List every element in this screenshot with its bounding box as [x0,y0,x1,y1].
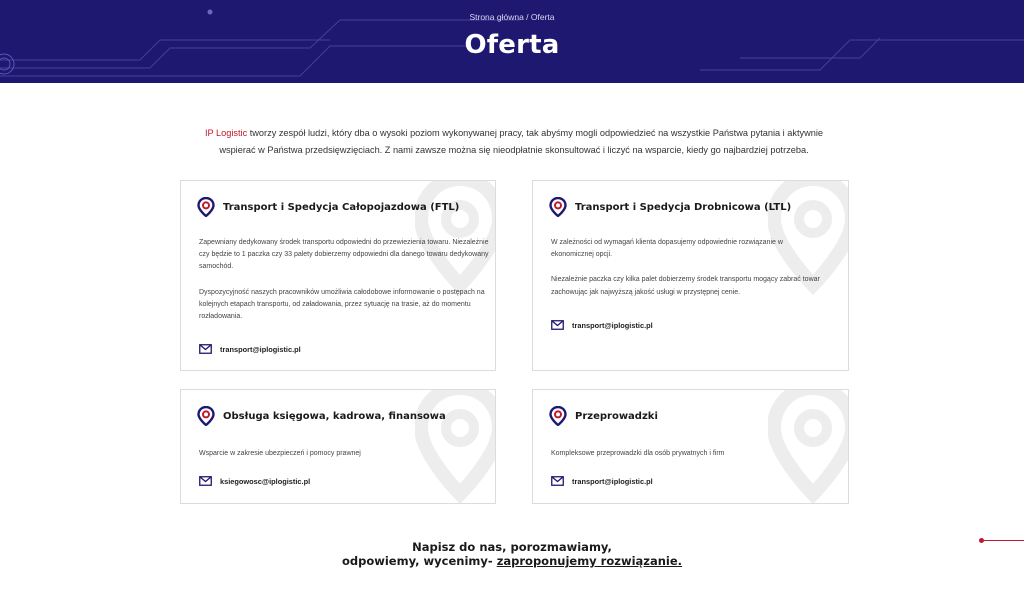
page-header [0,0,1024,83]
location-pin-icon [197,406,215,426]
cta-link[interactable]: zaproponujemy rozwiązanie. [496,554,683,568]
card-email[interactable] [199,344,301,354]
card-description [551,448,841,473]
card-header [549,406,658,426]
email-link[interactable]: transport@iplogistic.pl [220,344,301,354]
side-accent-line [980,540,1024,541]
location-pin-icon [197,197,215,217]
location-pin-icon [549,406,567,426]
card-paragraph: Zapewniany dedykowany środek transportu odpowiedni do przewiezienia towaru. Niezależnie czy będzie to 1 paczka czy 33 palety dobierzemy odpowiedni dla danego towaru dedykowany samochód. [199,239,489,271]
card-title: Obsługa księgowa, kadrowa, finansowa [223,410,446,422]
card-description [551,237,821,312]
card-paragraph: Dyspozycyjność naszych pracowników umożliwia całodobowe informowanie o postępach na kolejnych etapach transportu, od załadowania, przez sytuację na trasie, aż do momentu rozładowania. [199,288,485,321]
offer-card-accounting [180,389,496,504]
card-paragraph: W zależności od wymagań klienta dopasujemy odpowiednie rozwiązanie w ekonomicznej opcji. [551,239,783,259]
card-header [549,197,791,217]
card-email[interactable] [199,476,310,486]
breadcrumb-home-link[interactable]: Strona główna [469,12,524,22]
envelope-icon [199,344,212,354]
card-paragraph: Niezależnie paczka czy kilka palet dobierzemy środek transportu mogący zabrać towar zachowując jak najwyższą jakość usługi w przystępnej cenie. [551,276,820,296]
card-email[interactable] [551,476,653,486]
breadcrumb [0,12,1024,22]
intro-line-2: wspierać w Państwa przedsięwzięciach. Z nami zawsze można się nieodpłatnie skonsultować i liczyć na wsparcie, kiedy go najbardziej potrzeba. [219,145,809,155]
pin-watermark-icon [768,389,849,504]
side-accent-dot [979,538,984,543]
card-email[interactable] [551,320,653,330]
email-link[interactable]: ksiegowosc@iplogistic.pl [220,476,311,486]
intro-text [180,125,848,159]
intro-line-1: tworzy zespół ludzi, który dba o wysoki poziom wykonywanej pracy, tak abyśmy mogli odpowiedzieć na wszystkie Państwa pytania i aktywnie [247,128,824,138]
cta-line-2-text: odpowiemy, wycenimy- [341,554,497,568]
page-title: Oferta [464,30,560,60]
breadcrumb-current: Oferta [530,12,555,22]
card-paragraph: Kompleksowe przeprowadzki dla osób prywatnych i firm [551,450,725,457]
offer-card-ftl [180,180,496,371]
card-description [199,237,489,336]
cta-line-2 [0,554,1024,568]
breadcrumb-separator: / [523,12,531,22]
card-paragraph: Wsparcie w zakresie ubezpieczeń i pomocy prawnej [199,450,361,457]
location-pin-icon [549,197,567,217]
envelope-icon [551,476,564,486]
card-title: Przeprowadzki [575,410,658,422]
cta-line-1: Napisz do nas, porozmawiamy, [412,540,612,554]
card-header [197,406,446,426]
offer-card-moving [532,389,849,504]
brand-name: IP Logistic [204,128,248,138]
email-link[interactable]: transport@iplogistic.pl [572,320,653,330]
card-description [199,448,489,473]
card-title: Transport i Spedycja Drobnicowa (LTL) [575,201,792,213]
card-header [197,197,459,217]
offer-card-ltl [532,180,849,371]
envelope-icon [551,320,564,330]
email-link[interactable]: transport@iplogistic.pl [572,476,653,486]
envelope-icon [199,476,212,486]
card-title: Transport i Spedycja Całopojazdowa (FTL) [223,201,460,213]
contact-cta [0,540,1024,568]
